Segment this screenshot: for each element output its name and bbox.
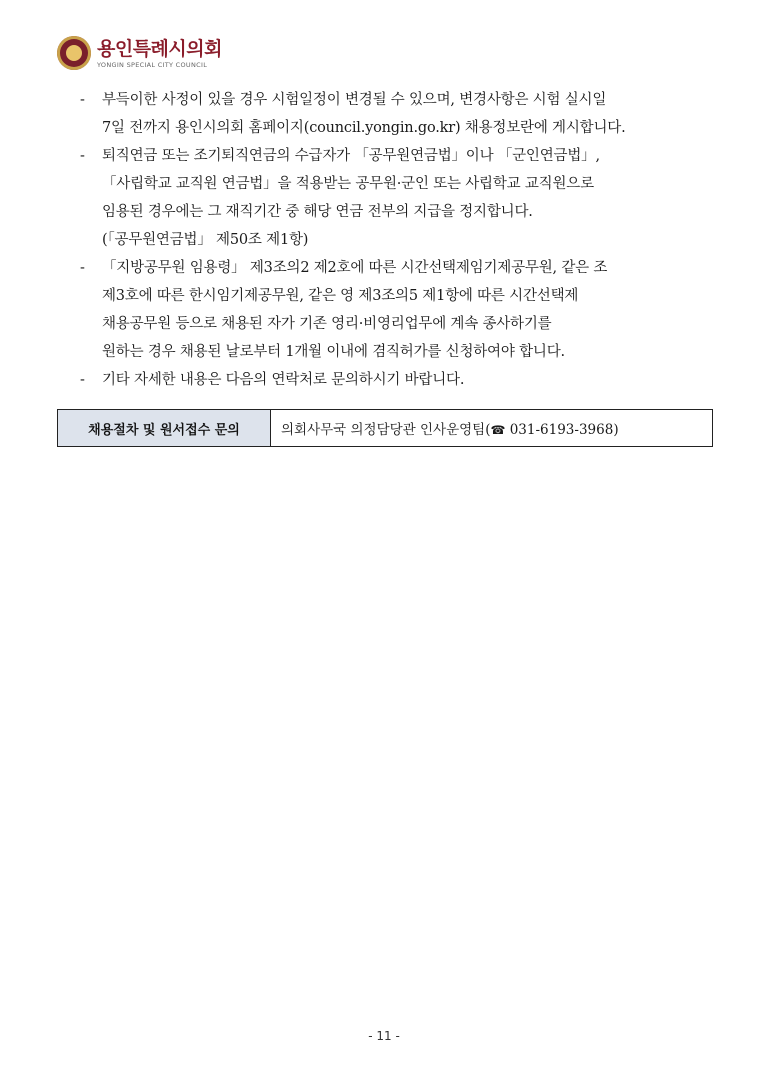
council-emblem-icon — [57, 36, 91, 70]
text-line: 원하는 경우 채용된 날로부터 1개월 이내에 겸직허가를 신청하여야 합니다. — [102, 344, 565, 360]
notice-item-inquiry — [80, 366, 720, 394]
text-line: 기타 자세한 내용은 다음의 연락처로 문의하시기 바랍니다. — [102, 372, 465, 388]
contact-value — [271, 410, 713, 447]
text-line: 부득이한 사정이 있을 경우 시험일정이 변경될 수 있으며, 변경사항은 시험 실시일 — [102, 92, 607, 108]
contact-phone: 031-6193-3968) — [505, 422, 619, 438]
text-line: 임용된 경우에는 그 재직기간 중 해당 연금 전부의 지급을 정지합니다. — [102, 204, 533, 220]
text-line: 퇴직연금 또는 조기퇴직연금의 수급자가 「공무원연금법」이나 「군인연금법」, — [102, 148, 600, 164]
emblem-center — [65, 44, 83, 62]
bullet-dash: - — [80, 92, 85, 108]
text-line: 7일 전까지 용인시의회 홈페이지(council.yongin.go.kr) 채용정보란에 게시합니다. — [102, 120, 626, 136]
text-line: 「지방공무원 임용령」 제3조의2 제2호에 따른 시간선택제임기제공무원, 같은 조 — [102, 260, 608, 276]
notice-item-concurrent-employment — [80, 254, 720, 366]
contact-row — [58, 410, 713, 447]
page-number: - 11 - — [368, 1029, 400, 1043]
notice-text — [102, 254, 720, 366]
notice-text — [102, 366, 720, 394]
notice-text — [102, 86, 720, 142]
notice-text — [102, 142, 720, 254]
notice-item-schedule-change — [80, 86, 720, 142]
text-line: 제3호에 따른 한시임기제공무원, 같은 영 제3조의5 제1항에 따른 시간선택제 — [102, 288, 579, 304]
contact-table — [57, 409, 713, 447]
header — [57, 36, 222, 70]
text-line: 채용공무원 등으로 채용된 자가 기존 영리·비영리업무에 계속 종사하기를 — [102, 316, 552, 332]
council-name-english: YONGIN SPECIAL CITY COUNCIL — [97, 60, 208, 69]
phone-icon: ☎ — [490, 423, 506, 437]
bullet-dash: - — [80, 148, 85, 164]
bullet-dash: - — [80, 260, 85, 276]
contact-label: 채용절차 및 원서접수 문의 — [58, 410, 271, 447]
contact-department: 의회사무국 의정담당관 인사운영팀( — [281, 422, 491, 438]
text-line: 「사립학교 교직원 연금법」을 적용받는 공무원·군인 또는 사립학교 교직원으로 — [102, 176, 594, 192]
brand — [97, 38, 222, 69]
council-name: 용인특례시의회 — [97, 37, 222, 60]
notice-item-pension — [80, 142, 720, 254]
notice-list — [80, 86, 720, 394]
bullet-dash: - — [80, 372, 85, 388]
text-line: (「공무원연금법」 제50조 제1항) — [102, 232, 309, 248]
